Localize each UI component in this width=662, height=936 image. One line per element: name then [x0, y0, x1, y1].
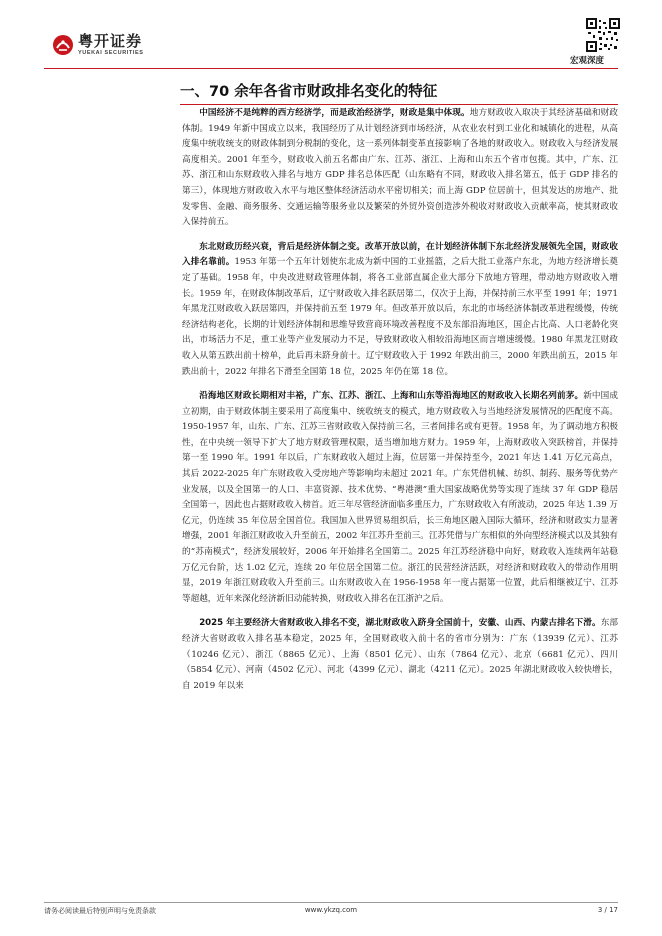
header-divider [44, 68, 618, 69]
paragraph-lead: 中国经济不是纯粹的西方经济学，而是政治经济学，财政是集中体现。 [199, 108, 470, 118]
page-header [0, 0, 662, 76]
brand-logo [52, 34, 144, 57]
footer-divider [44, 902, 618, 903]
footer-website: www.ykzq.com [304, 906, 358, 914]
brand-name-cn: 粤开证券 [78, 32, 143, 50]
brand-name-en: YUEKAI SECURITIES [78, 50, 144, 56]
paragraph-body: 地方财政收入取决于其经济基础和财政体制。1949 年新中国成立以来，我国经历了从计划经济到市场经济，从农业农村到工业化和城镇化的进程，从高度集中统收统支的财政体制到分税制的变化，这一系列体制变革直接影响了各地的财政收入。财政收入与经济发展高度相关。2001 年至今，财政收入前五名都由广东、江苏、浙江、上海和山东五个省市包揽。其中，广东、江苏、浙江和山东财政收入排名与地方 GDP 排名总体匹配（山东略有不同，财政收入排名第五，低于 GDP 排名的第三），体现地方财政收入水平与地区整体经济活动水平密切相关；而上海 GDP 位居前十，但其发达的房地产、批发零售、金融、商务服务、交通运输等服务业以及繁荣的外贸外资创造涉外税收对财政收入贡献率高，使其财政收入保持前五。 [182, 108, 618, 228]
paragraph-national-overview [182, 106, 618, 231]
section-title: 一、70 余年各省市财政排名变化的特征 [180, 84, 438, 100]
paragraph-body: 东部经济大省财政收入排名基本稳定，2025 年，全国财政收入前十名的省市分别为：广东（13939 亿元）、江苏（10246 亿元）、浙江（8865 亿元）、上海（8501 亿元）、山东（7864 亿元）、北京（6681 亿元）、四川（5854 亿元）、河南（4502 亿元）、河北（4399 亿元）、湖北（4211 亿元）。2025 年湖北财政收入较快增长，自 2019 年以来 [182, 618, 618, 691]
report-type-label: 宏观深度 [569, 56, 604, 66]
title-divider [180, 104, 618, 105]
paragraph-lead: 东北财政历经兴衰，背后是经济体制之变。改革开放以前，在计划经济体制下东北经济发展领先全国，财政收入排名靠前。 [182, 241, 618, 268]
yuekai-logo-icon [52, 34, 74, 56]
qr-code-icon [586, 18, 620, 52]
body-content [182, 106, 618, 703]
paragraph-body: 新中国成立初期，由于财政体制主要采用了高度集中、统收统支的模式，地方财政收入与当地经济发展情况的匹配度不高。1950-1957 年，山东、广东、江苏三省财政收入保持前三名，三者间排名或有更替。1958 年，为了调动地方积极性，在中央统一领导下扩大了地方财政管理权限，适当增加地方财力。1959 年，上海财政收入突跃榜首，并保持第一至 1990 年。1991 年以后，广东财政收入超过上海，位居第一并保持至今，2021 年达 1.41 万亿元高点，其后 2022-2025 年广东财政收入受房地产等影响均未超过 2021 年。广东凭借机械、纺织、制药、服务等优势产业发展，以及全国第一的人口、丰富资源、技术优势、“粤港澳”重大国家战略优势等实现了连续 37 年 GDP 稳居全国第一，因此也占据财政收入榜首。近三年尽管经济面临多重压力，广东财政收入有所波动，2025 年达 1.39 万亿元，仍连续 35 年位居全国首位。我国加入世界贸易组织后，长三角地区融入国际大循环，经济和财政实力显著增强，2001 年浙江财政收入升至前五，2002 年江苏升至前三。江苏凭借与广东相似的外向型经济模式以及其独有的“苏南模式”，经济发展较好，2006 年开始排名全国第二。2025 年江苏经济稳中向好，财政收入连续两年站稳万亿元台阶，达 1.02 亿元，连续 20 年位居全国第二位。浙江的民营经济活跃，对经济和财政收入的带动作用明显，2019 年浙江财政收入升至前三。山东财政收入在 1956-1958 年一度占据第一位置，此后相继被辽宁、江苏等超越，近年来深化经济新旧动能转换，财政收入排名在江浙沪之后。 [182, 391, 618, 604]
footer-page-number: 3 / 17 [597, 906, 618, 914]
paragraph-lead: 2025 年主要经济大省财政收入排名不变，湖北财政收入跻身全国前十，安徽、山西、内蒙古排名下滑。 [199, 618, 601, 629]
paragraph-northeast [182, 240, 618, 380]
paragraph-lead: 沿海地区财政长期相对丰裕，广东、江苏、浙江、上海和山东等沿海地区的财政收入长期名列前茅。 [199, 391, 584, 402]
paragraph-2025-ranking [182, 616, 618, 694]
paragraph-coastal [182, 389, 618, 607]
paragraph-body: 1953 年第一个五年计划使东北成为新中国的工业摇篮，之后大批工业落户东北，为地方经济增长奠定了基础。1958 年，中央改进财政管理体制，将各工业部直属企业大部分下放地方管理，带动地方财政收入增长。1959 年，在财政体制改革后，辽宁财政收入排名跃居第二，仅次于上海，并保持前三水平至 1991 年；1971 年黑龙江财政收入跃居第四，并保持前五至 1979 年。但改革开放以后，东北的市场经济体制改革进程缓慢，传统经济结构老化，长期的计划经济体制和思维导致营商环境改善程度不及东部沿海地区，国企占比高、人口老龄化突出，市场活力不足，重工业等产业发展动力不足，导致财政收入相较沿海地区而言增速缓慢。1980 年黑龙江财政收入从第五跌出前十榜单，此后再未跻身前十。辽宁财政收入于 1992 年跌出前三，2000 年跌出前五，2015 年跌出前十，2022 年排名下滑至全国第 18 位，2025 年仍在第 18 位。 [182, 257, 618, 377]
footer-disclaimer: 请务必阅读最后特别声明与免责条款 [44, 907, 156, 915]
